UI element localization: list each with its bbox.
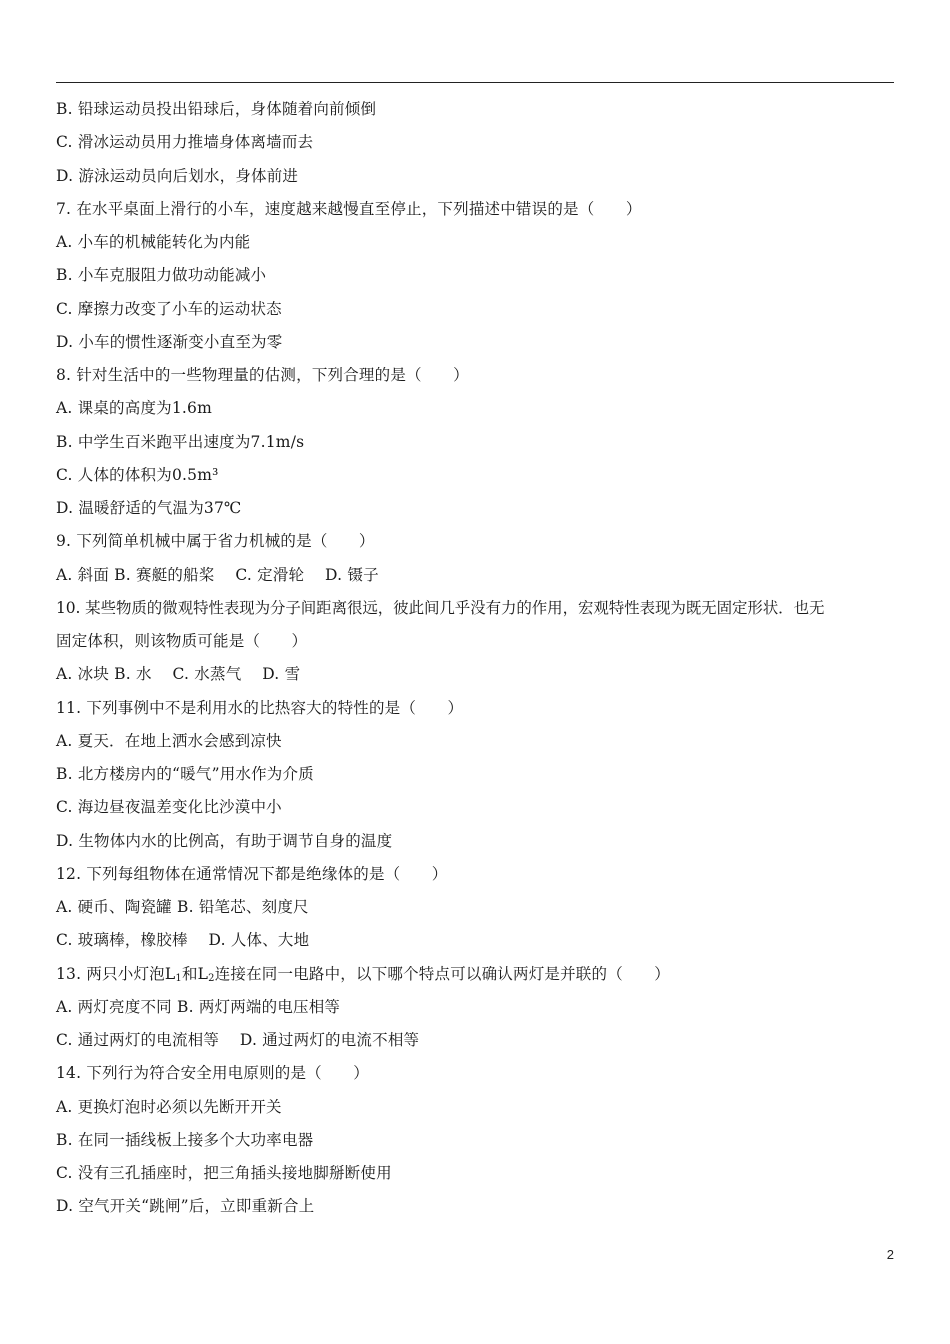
text-line: B. 在同一插线板上接多个大功率电器	[56, 1130, 314, 1149]
page-number: 2	[886, 1247, 894, 1262]
text-line: D. 温暖舒适的气温为37℃	[56, 499, 242, 517]
text-line: D. 小车的惯性逐渐变小直至为零	[56, 332, 283, 351]
text-line: D. 游泳运动员向后划水，身体前进	[56, 166, 299, 185]
text-line: B. 铅球运动员投出铅球后，身体随着向前倾倒	[56, 100, 377, 118]
text-line: 14. 下列行为符合安全用电原则的是（ ）	[56, 1064, 369, 1083]
text-line: 固定体积，则该物质可能是（ ）	[56, 632, 308, 650]
text-line: A. 夏天．在地上洒水会感到凉快	[56, 731, 282, 750]
text-line: C. 人体的体积为0.5m³	[56, 465, 219, 484]
text-line: A. 两灯亮度不同 B. 两灯两端的电压相等	[56, 997, 341, 1016]
q13-prefix: 13. 两只小灯泡L	[56, 964, 176, 983]
text-line: C. 没有三孔插座时，把三角插头接地脚掰断使用	[56, 1164, 392, 1182]
text-line: B. 北方楼房内的“暖气”用水作为介质	[56, 765, 314, 783]
text-line: A. 更换灯泡时必须以先断开开关	[56, 1097, 282, 1116]
text-line: 7. 在水平桌面上滑行的小车，速度越来越慢直至停止，下列描述中错误的是（ ）	[56, 199, 642, 218]
q13-sub1: 1	[175, 972, 182, 984]
text-line: D. 空气开关“跳闸”后，立即重新合上	[56, 1197, 315, 1216]
text-line: C. 玻璃棒，橡胶棒 D. 人体、大地	[56, 931, 310, 950]
text-line: 8. 针对生活中的一些物理量的估测，下列合理的是（ ）	[56, 366, 469, 384]
text-line: C. 通过两灯的电流相等 D. 通过两灯的电流不相等	[56, 1031, 420, 1049]
text-line: A. 冰块 B. 水 C. 水蒸气 D. 雪	[56, 665, 301, 684]
text-line: 9. 下列简单机械中属于省力机械的是（ ）	[56, 532, 375, 551]
text-line: A. 小车的机械能转化为内能	[56, 233, 251, 251]
text-line: C. 滑冰运动员用力推墙身体离墙而去	[56, 133, 314, 152]
text-line: 10. 某些物质的微观特性表现为分子间距离很远，彼此间几乎没有力的作用，宏观特性表现为既无固定形状．也无	[56, 598, 825, 617]
text-line: 12. 下列每组物体在通常情况下都是绝缘体的是（ ）	[56, 864, 448, 883]
q13-mid: 和L	[181, 964, 209, 983]
q13-sub2: 2	[208, 972, 215, 984]
text-line-q13	[56, 958, 896, 991]
question-text	[56, 93, 896, 1224]
text-line: C. 摩擦力改变了小车的运动状态	[56, 299, 282, 318]
text-line: D. 生物体内水的比例高，有助于调节自身的温度	[56, 831, 393, 850]
text-line: 11. 下列事例中不是利用水的比热容大的特性的是（ ）	[56, 698, 464, 717]
text-line: A. 硬币、陶瓷罐 B. 铅笔芯、刻度尺	[56, 898, 309, 916]
text-line: A. 斜面 B. 赛艇的船桨 C. 定滑轮 D. 镊子	[56, 565, 379, 584]
text-line: B. 小车克服阻力做功动能减小	[56, 266, 267, 285]
text-line: A. 课桌的高度为1.6m	[56, 399, 212, 418]
text-line: B. 中学生百米跑平出速度为7.1m/s	[56, 432, 305, 451]
header-rule	[56, 82, 894, 83]
q13-suffix: 连接在同一电路中，以下哪个特点可以确认两灯是并联的（ ）	[214, 964, 671, 983]
text-line: C. 海边昼夜温差变化比沙漠中小	[56, 798, 282, 817]
